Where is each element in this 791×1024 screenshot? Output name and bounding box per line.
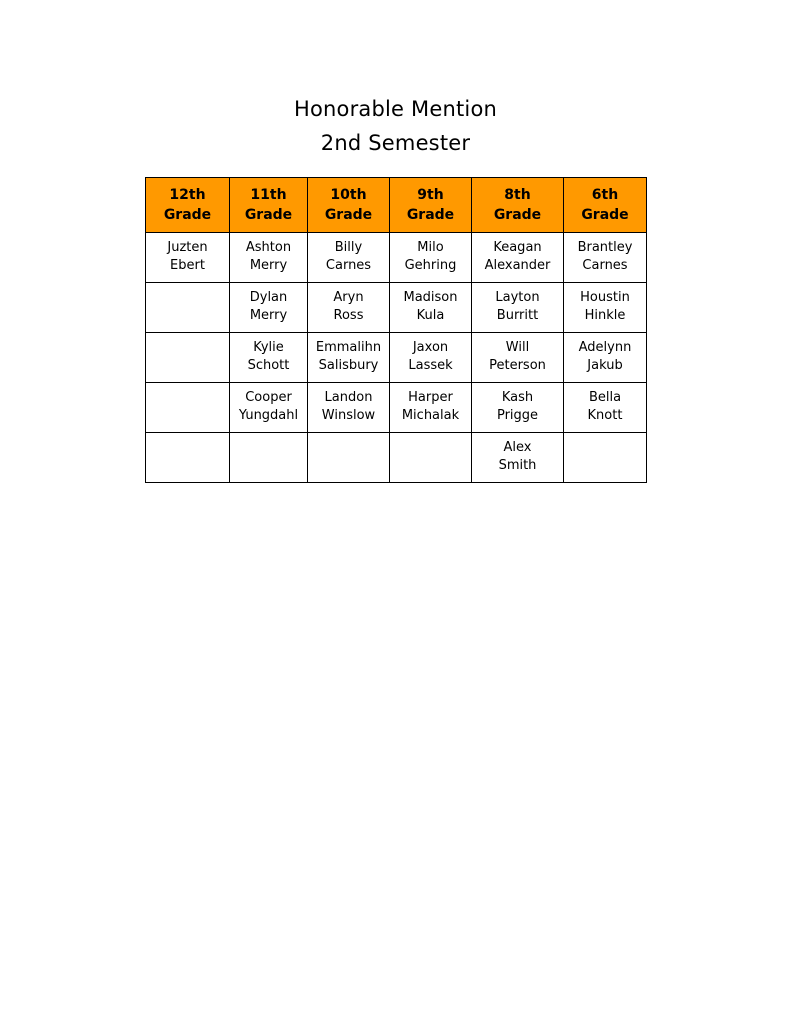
table-cell: Harper Michalak bbox=[390, 383, 472, 433]
table-cell bbox=[146, 283, 230, 333]
table-cell: Madison Kula bbox=[390, 283, 472, 333]
header-11th-grade: 11th Grade bbox=[230, 178, 308, 233]
table-cell: Juzten Ebert bbox=[146, 233, 230, 283]
header-12th-grade: 12th Grade bbox=[146, 178, 230, 233]
table-cell: Keagan Alexander bbox=[472, 233, 564, 283]
table-cell bbox=[146, 333, 230, 383]
honor-roll-table bbox=[145, 177, 647, 483]
table-row bbox=[146, 283, 647, 333]
table-row bbox=[146, 333, 647, 383]
table-cell: Bella Knott bbox=[564, 383, 647, 433]
table-cell bbox=[146, 433, 230, 483]
header-8th-grade: 8th Grade bbox=[472, 178, 564, 233]
table-cell bbox=[564, 433, 647, 483]
table-row bbox=[146, 233, 647, 283]
header-9th-grade: 9th Grade bbox=[390, 178, 472, 233]
table-row bbox=[146, 383, 647, 433]
table-cell: Houstin Hinkle bbox=[564, 283, 647, 333]
table-cell bbox=[230, 433, 308, 483]
table-cell: Landon Winslow bbox=[308, 383, 390, 433]
title-line-2: 2nd Semester bbox=[320, 131, 471, 155]
title-line-1: Honorable Mention bbox=[293, 97, 498, 121]
header-10th-grade: 10th Grade bbox=[308, 178, 390, 233]
table-cell bbox=[308, 433, 390, 483]
table-row bbox=[146, 433, 647, 483]
table-cell: Layton Burritt bbox=[472, 283, 564, 333]
table-cell: Emmalihn Salisbury bbox=[308, 333, 390, 383]
table-cell: Aryn Ross bbox=[308, 283, 390, 333]
table-cell: Jaxon Lassek bbox=[390, 333, 472, 383]
page-title bbox=[0, 92, 791, 160]
header-row bbox=[146, 178, 647, 233]
table-cell: Will Peterson bbox=[472, 333, 564, 383]
table-cell: Kylie Schott bbox=[230, 333, 308, 383]
table-cell bbox=[390, 433, 472, 483]
table-cell: Brantley Carnes bbox=[564, 233, 647, 283]
table-cell: Adelynn Jakub bbox=[564, 333, 647, 383]
header-6th-grade: 6th Grade bbox=[564, 178, 647, 233]
table-cell: Ashton Merry bbox=[230, 233, 308, 283]
table-cell: Dylan Merry bbox=[230, 283, 308, 333]
table-cell: Milo Gehring bbox=[390, 233, 472, 283]
table-cell: Cooper Yungdahl bbox=[230, 383, 308, 433]
table-cell: Alex Smith bbox=[472, 433, 564, 483]
table-cell bbox=[146, 383, 230, 433]
table-cell: Billy Carnes bbox=[308, 233, 390, 283]
table-cell: Kash Prigge bbox=[472, 383, 564, 433]
